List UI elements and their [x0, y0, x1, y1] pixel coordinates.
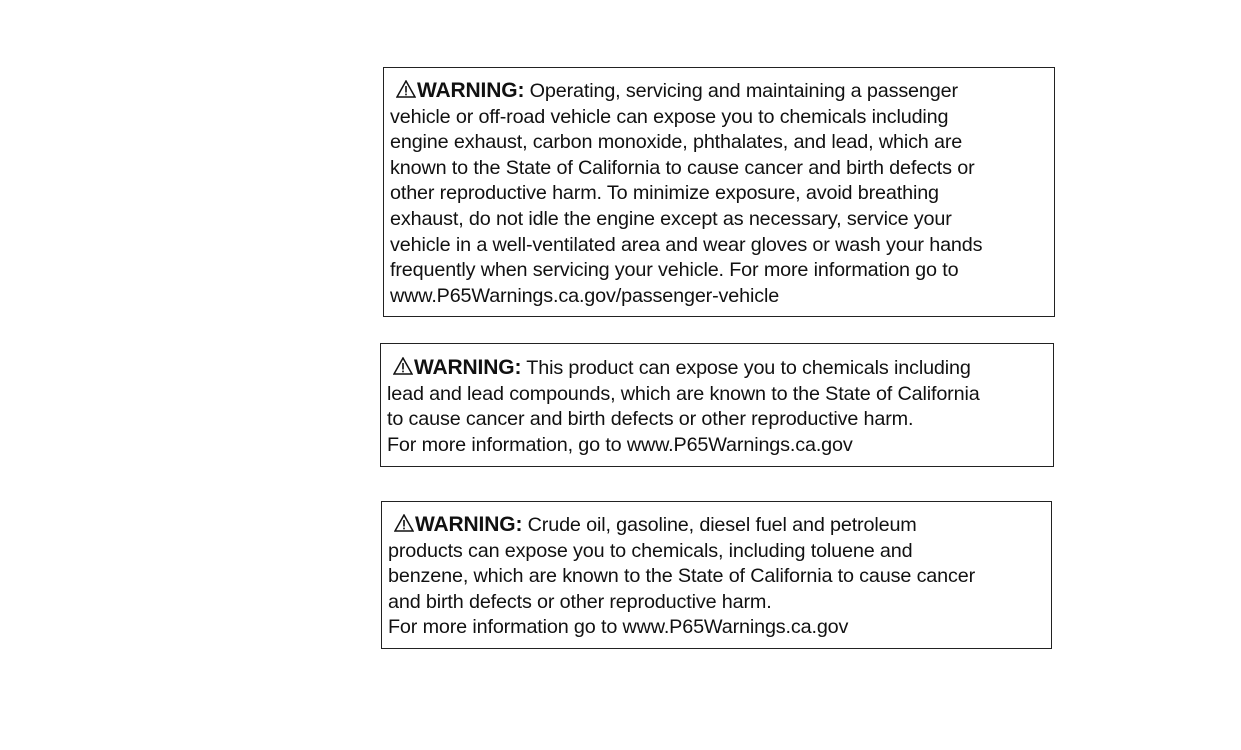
warning-triangle-icon	[394, 514, 414, 532]
warning-text-line: Operating, servicing and maintaining a passenger	[529, 80, 958, 102]
warning-text-line: and birth defects or other reproductive harm.	[388, 590, 772, 613]
warning-heading-line	[388, 512, 1045, 539]
warning-text-line: vehicle in a well-ventilated area and wear gloves or wash your hands	[390, 233, 983, 256]
warning-text-line: frequently when servicing your vehicle. For more information go to	[390, 259, 959, 282]
warning-heading-line	[390, 78, 1048, 105]
warning-text-line: exhaust, do not idle the engine except as necessary, service your	[390, 207, 952, 230]
warning-text-line: benzene, which are known to the State of California to cause cancer	[388, 565, 976, 588]
warning-label: WARNING:	[415, 513, 523, 536]
warning-text-line: to cause cancer and birth defects or other reproductive harm.	[387, 408, 914, 431]
warning-triangle-icon	[396, 80, 416, 98]
warning-triangle-icon	[393, 357, 413, 375]
warning-text-line: Crude oil, gasoline, diesel fuel and petroleum	[527, 514, 917, 536]
warning-link-text: For more information go to www.P65Warnings.ca.gov	[388, 616, 849, 639]
warning-text-line: This product can expose you to chemicals including	[526, 357, 971, 379]
warning-heading-line	[387, 355, 1047, 382]
warning-link-text: www.P65Warnings.ca.gov/passenger-vehicle	[390, 284, 780, 307]
warning-box-lead	[380, 343, 1054, 467]
warning-text-line: products can expose you to chemicals, including toluene and	[388, 539, 913, 562]
warning-text-line: vehicle or off-road vehicle can expose you to chemicals including	[390, 105, 949, 128]
warning-label: WARNING:	[417, 79, 525, 102]
warning-box-passenger-vehicle	[383, 67, 1055, 317]
warning-label: WARNING:	[414, 356, 522, 379]
warning-box-petroleum	[381, 501, 1052, 649]
warning-text-line: known to the State of California to cause cancer and birth defects or	[390, 156, 975, 179]
warning-text-line: engine exhaust, carbon monoxide, phthalates, and lead, which are	[390, 131, 963, 154]
warning-link-text: For more information, go to www.P65Warnings.ca.gov	[387, 433, 853, 456]
warning-text-line: lead and lead compounds, which are known to the State of California	[387, 382, 980, 405]
warning-text-line: other reproductive harm. To minimize exposure, avoid breathing	[390, 182, 939, 205]
